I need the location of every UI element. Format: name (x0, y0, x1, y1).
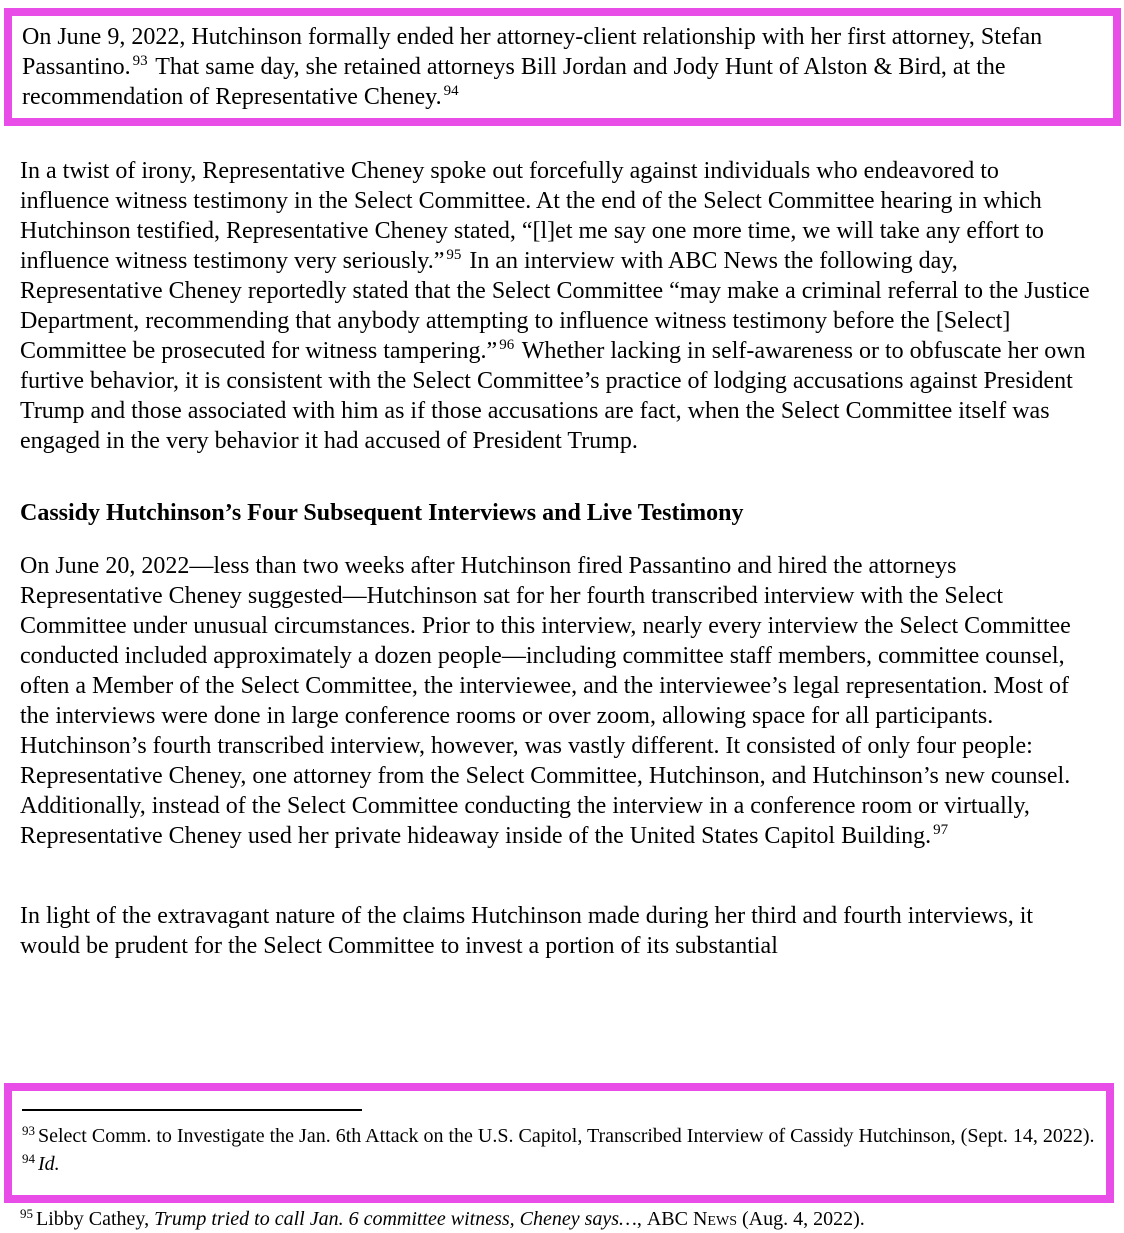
paragraph-3-text-1: On June 20, 2022—less than two weeks after Hutchinson fired Passantino and hired the attorneys Representative Cheney suggested—Hutchinson sat for her fourth transcribed interview with the Select Committee under unusual circumstances. Prior to this interview, nearly every interview the Select Committee conducted included approximately a dozen people—including committee staff members, committee counsel, often a Member of the Select Committee, the interviewee, and the interviewee’s legal representation. Most of the interviews were done in large conference rooms or over zoom, allowing space for all participants. Hutchinson’s fourth transcribed interview, however, was vastly different. It consisted of only four people: Representative Cheney, one attorney from the Select Committee, Hutchinson, and Hutchinson’s new counsel. Additionally, instead of the Select Committee conducting the interview in a conference room or virtually, Representative Cheney used her private hideaway inside of the United States Capitol Building. (20, 553, 1071, 849)
footnote-ref-95: 95 (446, 247, 462, 263)
footnote-93-text: Select Comm. to Investigate the Jan. 6th Attack on the U.S. Capitol, Transcribed Interview of Cassidy Hutchinson, (Sept. 14, 2022). (38, 1125, 1095, 1147)
section-heading: Cassidy Hutchinson’s Four Subsequent Interviews and Live Testimony (20, 500, 744, 526)
footnote-95-title: Trump tried to call Jan. 6 committee witness, Cheney says… (154, 1208, 637, 1230)
footnote-ref-93: 93 (132, 53, 148, 69)
footnote-95-separator-text: , (636, 1208, 647, 1230)
footnote-ref-96: 96 (499, 337, 515, 353)
paragraph-2-text-1: In a twist of irony, Representative Cheney spoke out forcefully against individuals who endeavored to influence witness testimony in the Select Committee. At the end of the Select Committee hearing in which Hutchinson testified, Representative Cheney stated, “[l]et me say one more time, we will take any effort to influence witness testimony very seriously.” (20, 158, 1044, 274)
footnote-94 (22, 1150, 1098, 1178)
document-page (0, 8, 1124, 1230)
highlight-box-footnotes (4, 1083, 1114, 1203)
highlight-box-top (4, 8, 1121, 126)
footnote-93-marker: 93 (22, 1123, 35, 1138)
footnote-ref-97: 97 (933, 822, 949, 838)
paragraph-4 (20, 901, 1092, 961)
paragraph-2 (20, 156, 1092, 456)
footnote-94-text: Id. (38, 1153, 60, 1175)
footnote-separator-rule (22, 1109, 362, 1111)
footnote-ref-94: 94 (443, 83, 459, 99)
paragraph-3 (20, 551, 1092, 851)
footnote-93 (22, 1122, 1098, 1150)
footnote-95-cutoff (20, 1205, 1114, 1233)
paragraph-2-text-3: Whether lacking in self-awareness or to obfuscate her own furtive behavior, it is consistent with the Select Committee’s practice of lodging accusations against President Trump and those associated with him as if those accusations are fact, when the Select Committee itself was engaged in the very behavior it had accused of President Trump. (20, 338, 1086, 454)
paragraph-4-text-1: In light of the extravagant nature of the claims Hutchinson made during her third and fourth interviews, it would be prudent for the Select Committee to invest a portion of its substantial (20, 903, 1034, 959)
footnote-95-date: (Aug. 4, 2022). (736, 1208, 865, 1230)
footnote-95-author: Libby Cathey, (36, 1208, 155, 1230)
footnote-95-marker: 95 (20, 1206, 33, 1221)
paragraph-2-text-2: In an interview with ABC News the following day, Representative Cheney reportedly stated that the Select Committee “may make a criminal referral to the Justice Department, recommending that anybody attempting to influence witness testimony before the [Select] Committee be prosecuted for witness tampering.” (20, 248, 1090, 364)
footnote-95-source: ABC News (646, 1208, 737, 1230)
footnote-94-marker: 94 (22, 1151, 35, 1166)
paragraph-1 (22, 22, 1105, 112)
paragraph-1-text-2: That same day, she retained attorneys Bill Jordan and Jody Hunt of Alston & Bird, at the recommendation of Representative Cheney. (22, 54, 1006, 110)
paragraph-1-text-1: On June 9, 2022, Hutchinson formally ended her attorney-client relationship with her first attorney, Stefan Passantino. (22, 24, 1043, 80)
